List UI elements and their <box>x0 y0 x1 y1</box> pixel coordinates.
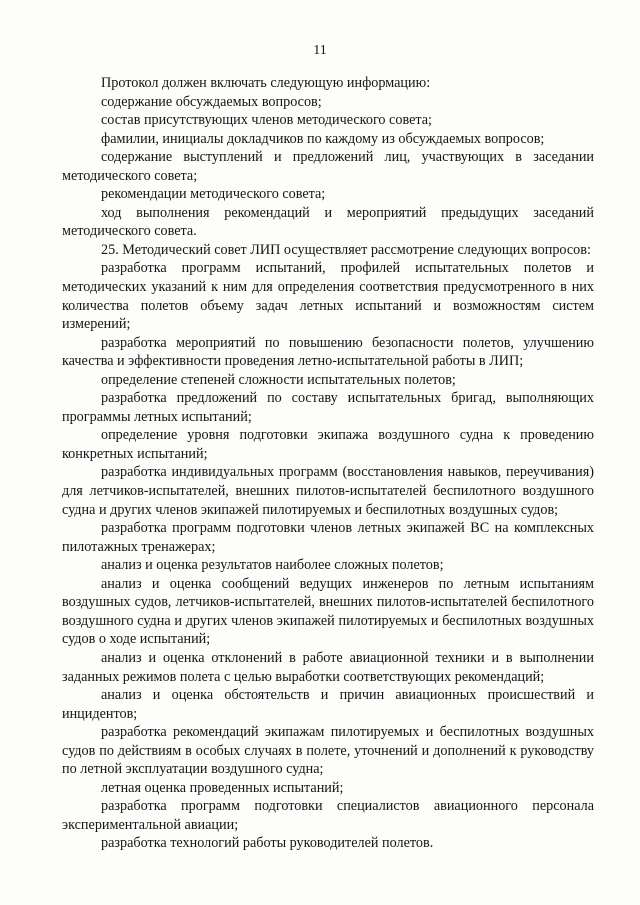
paragraph: разработка технологий работы руководителей полетов. <box>101 835 434 852</box>
paragraph: анализ и оценка отклонений в работе авиационной техники и в выполнении заданных режимов полета с целью выработки соответствующих рекомендаций; <box>62 649 594 685</box>
paragraph: содержание выступлений и предложений лиц, участвующих в заседании методического совета; <box>62 149 594 184</box>
paragraph: 25. Методический совет ЛИП осуществляет рассмотрение следующих вопросов: <box>101 241 591 258</box>
paragraph: разработка рекомендаций экипажам пилотируемых и беспилотных воздушных судов по действиям в особых случаях в полете, уточнений и дополнений к руководству по летной эксплуатации воздушного судна; <box>62 724 594 778</box>
paragraph: разработка индивидуальных программ (восстановления навыков, переучивания) для летчиков-испытателей, внешних пилотов-испытателей беспилотного воздушного судна и других членов экипажей пилотируемых и беспилотных воздушных судов; <box>62 464 594 518</box>
paragraph: ход выполнения рекомендаций и мероприятий предыдущих заседаний методического совета. <box>62 204 594 240</box>
paragraph: анализ и оценка сообщений ведущих инженеров по летным испытаниям воздушных судов, летчиков-испытателей, внешних пилотов-испытателей беспилотного воздушного судна и других членов экипажей пилотируемых и беспилотных воздушных судов о ходе испытаний; <box>62 575 594 648</box>
paragraph: рекомендации методического совета; <box>101 186 326 203</box>
paragraph: определение степеней сложности испытательных полетов; <box>101 371 456 388</box>
paragraph: состав присутствующих членов методического совета; <box>101 112 432 129</box>
paragraph: разработка программ испытаний, профилей испытательных полетов и методических указаний к ним для определения соответствия предусмотренного в них количества полетов объему задач летных испытаний и возможностям систем измерений; <box>62 260 594 333</box>
paragraph: разработка мероприятий по повышению безопасности полетов, улучшению качества и эффективности проведения летно-испытательной работы в ЛИП; <box>62 334 594 370</box>
paragraph: Протокол должен включать следующую информацию: <box>101 75 431 91</box>
paragraph: разработка программ подготовки членов летных экипажей ВС на комплексных пилотажных тренажерах; <box>62 520 594 555</box>
paragraph: фамилии, инициалы докладчиков по каждому из обсуждаемых вопросов; <box>101 130 545 147</box>
paragraph: определение уровня подготовки экипажа воздушного судна к проведению конкретных испытаний; <box>62 427 594 462</box>
paragraph: анализ и оценка результатов наиболее сложных полетов; <box>101 557 444 574</box>
paragraph: разработка программ подготовки специалистов авиационного персонала экспериментальной авиации; <box>62 798 594 833</box>
paragraph: содержание обсуждаемых вопросов; <box>101 93 322 110</box>
paragraph: анализ и оценка обстоятельств и причин авиационных происшествий и инцидентов; <box>62 687 594 722</box>
page-number: 11 <box>313 43 327 58</box>
paragraph: разработка предложений по составу испытательных бригад, выполняющих программы летных испытаний; <box>62 390 594 425</box>
paragraph: летная оценка проведенных испытаний; <box>101 779 344 796</box>
document-body <box>62 74 594 853</box>
